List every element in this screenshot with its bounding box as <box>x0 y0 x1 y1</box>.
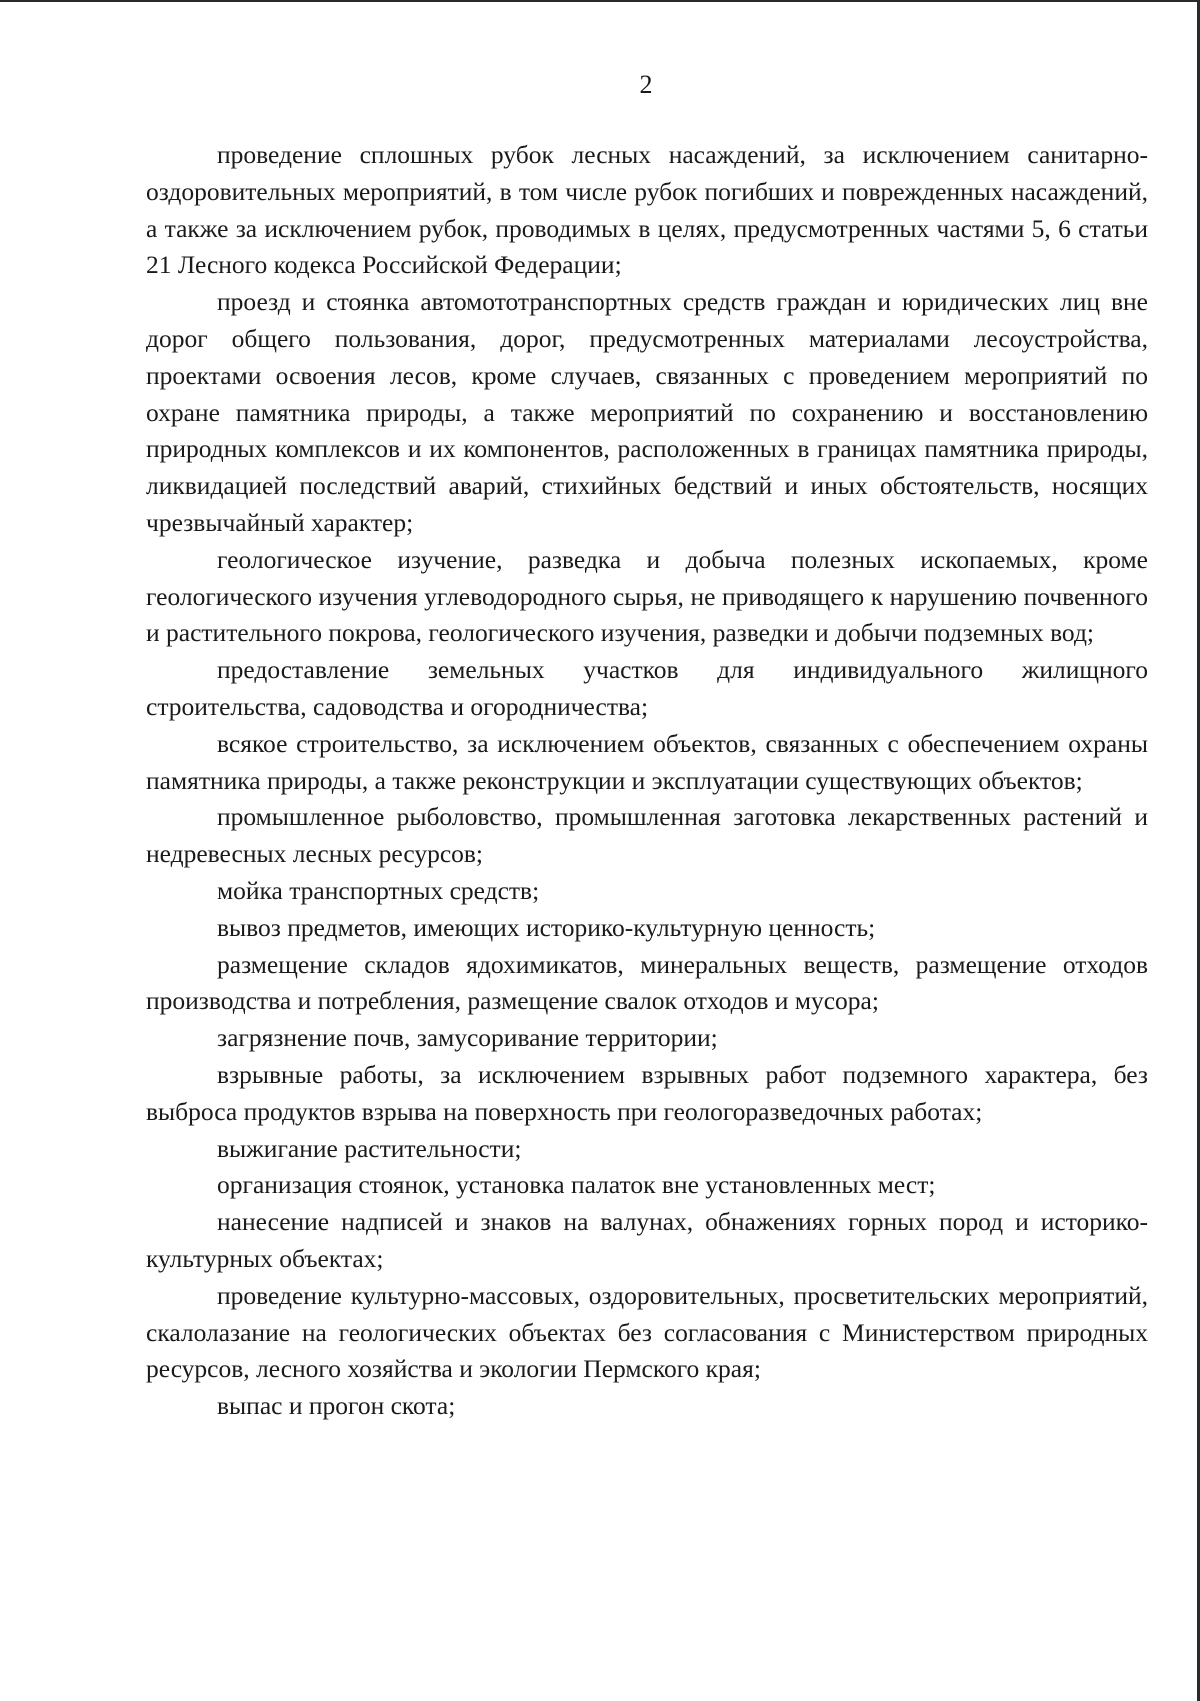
paragraph-chemical-storage: размещение складов ядохимикатов, минеральных веществ, размещение отходов производства и потребления, размещение свалок отходов и мусора; <box>146 949 1148 1016</box>
paragraph-construction: всякое строительство, за исключением объектов, связанных с обеспечением охраны памятника природы, а также реконструкции и эксплуатации существующих объектов; <box>146 728 1148 795</box>
paragraph-land-plots: предоставление земельных участков для индивидуального жилищного строительства, садоводства и огородничества; <box>146 655 1148 721</box>
paragraph-camping: организация стоянок, установка палаток вне установленных мест; <box>217 1170 936 1200</box>
page-number: 2 <box>639 70 653 99</box>
paragraph-burning-vegetation: выжигание растительности; <box>217 1133 522 1163</box>
paragraph-blasting: взрывные работы, за исключением взрывных работ подземного характера, без выброса продуктов взрыва на поверхность при геологоразведочных работах; <box>146 1059 1148 1126</box>
paragraph-industrial-fishing: промышленное рыболовство, промышленная заготовка лекарственных растений и недревесных лесных ресурсов; <box>146 802 1148 869</box>
paragraph-vehicle-traffic: проезд и стоянка автомототранспортных средств граждан и юридических лиц вне дорог общего пользования, дорог, предусмотренных материалами лесоустройства, проектами освоения лесов, кроме случаев, связанных с проведением мероприятий по охране памятника природы, а также мероприятий по сохранению и восстановлению природных комплексов и их компонентов, расположенных в границах памятника природы, ликвидацией последствий аварий, стихийных бедствий и иных обстоятельств, носящих чрезвычайный характер; <box>146 287 1148 537</box>
paragraph-removal-of-artifacts: вывоз предметов, имеющих историко-культурную ценность; <box>217 912 876 942</box>
paragraph-inscriptions: нанесение надписей и знаков на валунах, обнажениях горных пород и историко-культурных объектах; <box>146 1207 1148 1273</box>
paragraph-geological-study: геологическое изучение, разведка и добыча полезных ископаемых, кроме геологического изучения углеводородного сырья, не приводящего к нарушению почвенного и растительного покрова, геологического изучения, разведки и добычи подземных вод; <box>146 544 1148 648</box>
paragraph-soil-pollution: загрязнение почв, замусоривание территории; <box>217 1023 718 1053</box>
document-body <box>146 137 1148 1425</box>
paragraph-grazing: выпас и прогон скота; <box>217 1391 456 1421</box>
paragraph-mass-events: проведение культурно-массовых, оздоровительных, просветительских мероприятий, скалолазание на геологических объектах без согласования с Министерством природных ресурсов, лесного хозяйства и экологии Пермского края; <box>146 1280 1148 1384</box>
paragraph-vehicle-washing: мойка транспортных средств; <box>217 875 540 905</box>
scan-edge-top <box>0 0 1200 2</box>
paragraph-clear-cutting: проведение сплошных рубок лесных насаждений, за исключением санитарно-оздоровительных мероприятий, в том числе рубок погибших и поврежденных насаждений, а также за исключением рубок, проводимых в целях, предусмотренных частями 5, 6 статьи 21 Лесного кодекса Российской Федерации; <box>146 140 1148 280</box>
